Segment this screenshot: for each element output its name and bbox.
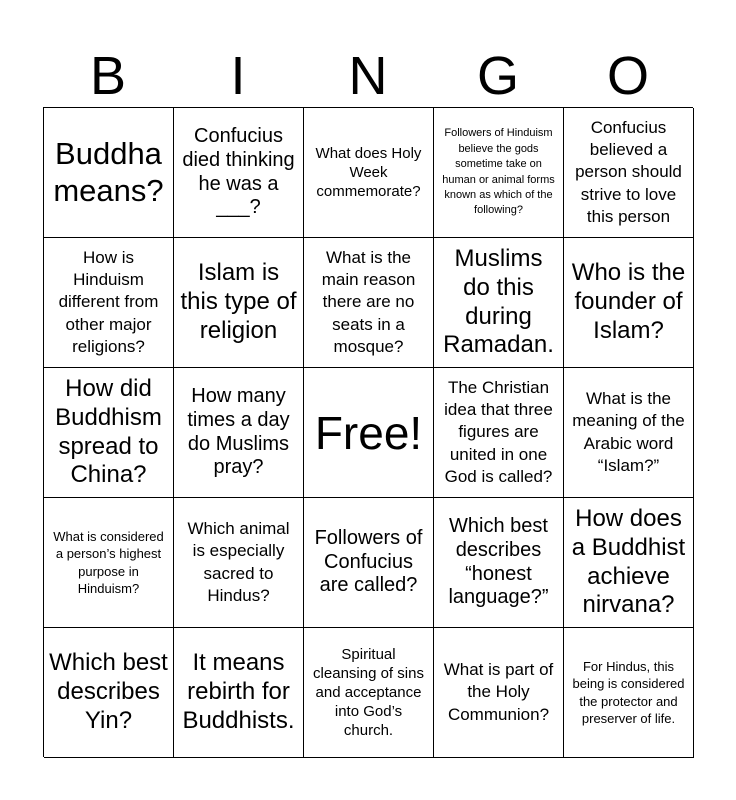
bingo-cell[interactable] xyxy=(174,238,304,368)
bingo-cell[interactable] xyxy=(44,238,174,368)
cell-text: Spiritual cleansing of sins and acceptance into God’s church. xyxy=(313,645,424,740)
bingo-cell[interactable] xyxy=(174,628,304,758)
bingo-cell[interactable] xyxy=(174,368,304,498)
cell-text: How did Buddhism spread to China? xyxy=(55,374,162,489)
bingo-cell[interactable] xyxy=(564,238,694,368)
bingo-cell[interactable] xyxy=(174,498,304,628)
bingo-cell[interactable] xyxy=(564,628,694,758)
cell-text: The Christian idea that three figures are united in one God is called? xyxy=(444,378,553,486)
cell-text: What is the meaning of the Arabic word “Islam?” xyxy=(572,389,685,475)
cell-text: Muslims do this during Ramadan. xyxy=(443,244,554,359)
free-space-text: Free! xyxy=(314,406,423,459)
bingo-cell[interactable] xyxy=(434,628,564,758)
bingo-cell[interactable] xyxy=(434,108,564,238)
cell-text: Which best describes Yin? xyxy=(49,649,168,734)
bingo-cell[interactable] xyxy=(44,108,174,238)
cell-text: Which animal is especially sacred to Hindus? xyxy=(187,519,290,605)
cell-text: Buddha means? xyxy=(53,135,164,208)
bingo-cell[interactable] xyxy=(434,498,564,628)
cell-text: Confucius believed a person should strive to love this person xyxy=(575,118,682,226)
cell-text: For Hindus, this being is considered the protector and preserver of life. xyxy=(572,659,685,726)
cell-text: It means rebirth for Buddhists. xyxy=(182,649,295,734)
cell-text: What is considered a person’s highest purpose in Hinduism? xyxy=(53,529,164,596)
cell-text: What is part of the Holy Communion? xyxy=(443,660,554,724)
bingo-cell[interactable] xyxy=(304,108,434,238)
bingo-cell[interactable] xyxy=(564,108,694,238)
bingo-cell[interactable] xyxy=(44,368,174,498)
bingo-board xyxy=(43,107,693,757)
bingo-cell[interactable] xyxy=(434,238,564,368)
cell-text: Followers of Hinduism believe the gods sometime take on human or animal forms known as which of the following? xyxy=(442,127,555,217)
bingo-cell[interactable] xyxy=(174,108,304,238)
cell-text: What does Holy Week commemorate? xyxy=(315,144,422,201)
header-letter-b: B xyxy=(89,45,127,106)
bingo-cell[interactable] xyxy=(564,368,694,498)
bingo-header xyxy=(43,45,693,106)
cell-text: How many times a day do Muslims pray? xyxy=(187,385,290,479)
bingo-cell[interactable] xyxy=(434,368,564,498)
header-letter-n: N xyxy=(348,45,388,106)
cell-text: Which best describes “honest language?” xyxy=(448,515,549,609)
header-letter-o: O xyxy=(606,45,649,106)
bingo-cell-free[interactable] xyxy=(304,368,434,498)
cell-text: How is Hinduism different from other major religions? xyxy=(58,248,159,356)
bingo-cell[interactable] xyxy=(304,498,434,628)
header-letter-i: I xyxy=(230,45,246,106)
cell-text: How does a Buddhist achieve nirvana? xyxy=(571,504,686,619)
cell-text: What is the main reason there are no seats in a mosque? xyxy=(321,248,416,356)
bingo-cell[interactable] xyxy=(304,238,434,368)
cell-text: Who is the founder of Islam? xyxy=(571,259,686,344)
header-letter-g: G xyxy=(476,45,519,106)
cell-text: Followers of Confucius are called? xyxy=(314,527,423,597)
cell-text: Islam is this type of religion xyxy=(180,259,297,344)
bingo-cell[interactable] xyxy=(44,498,174,628)
cell-text: Confucius died thinking he was a ___? xyxy=(182,125,295,219)
bingo-cell[interactable] xyxy=(304,628,434,758)
bingo-cell[interactable] xyxy=(44,628,174,758)
bingo-cell[interactable] xyxy=(564,498,694,628)
